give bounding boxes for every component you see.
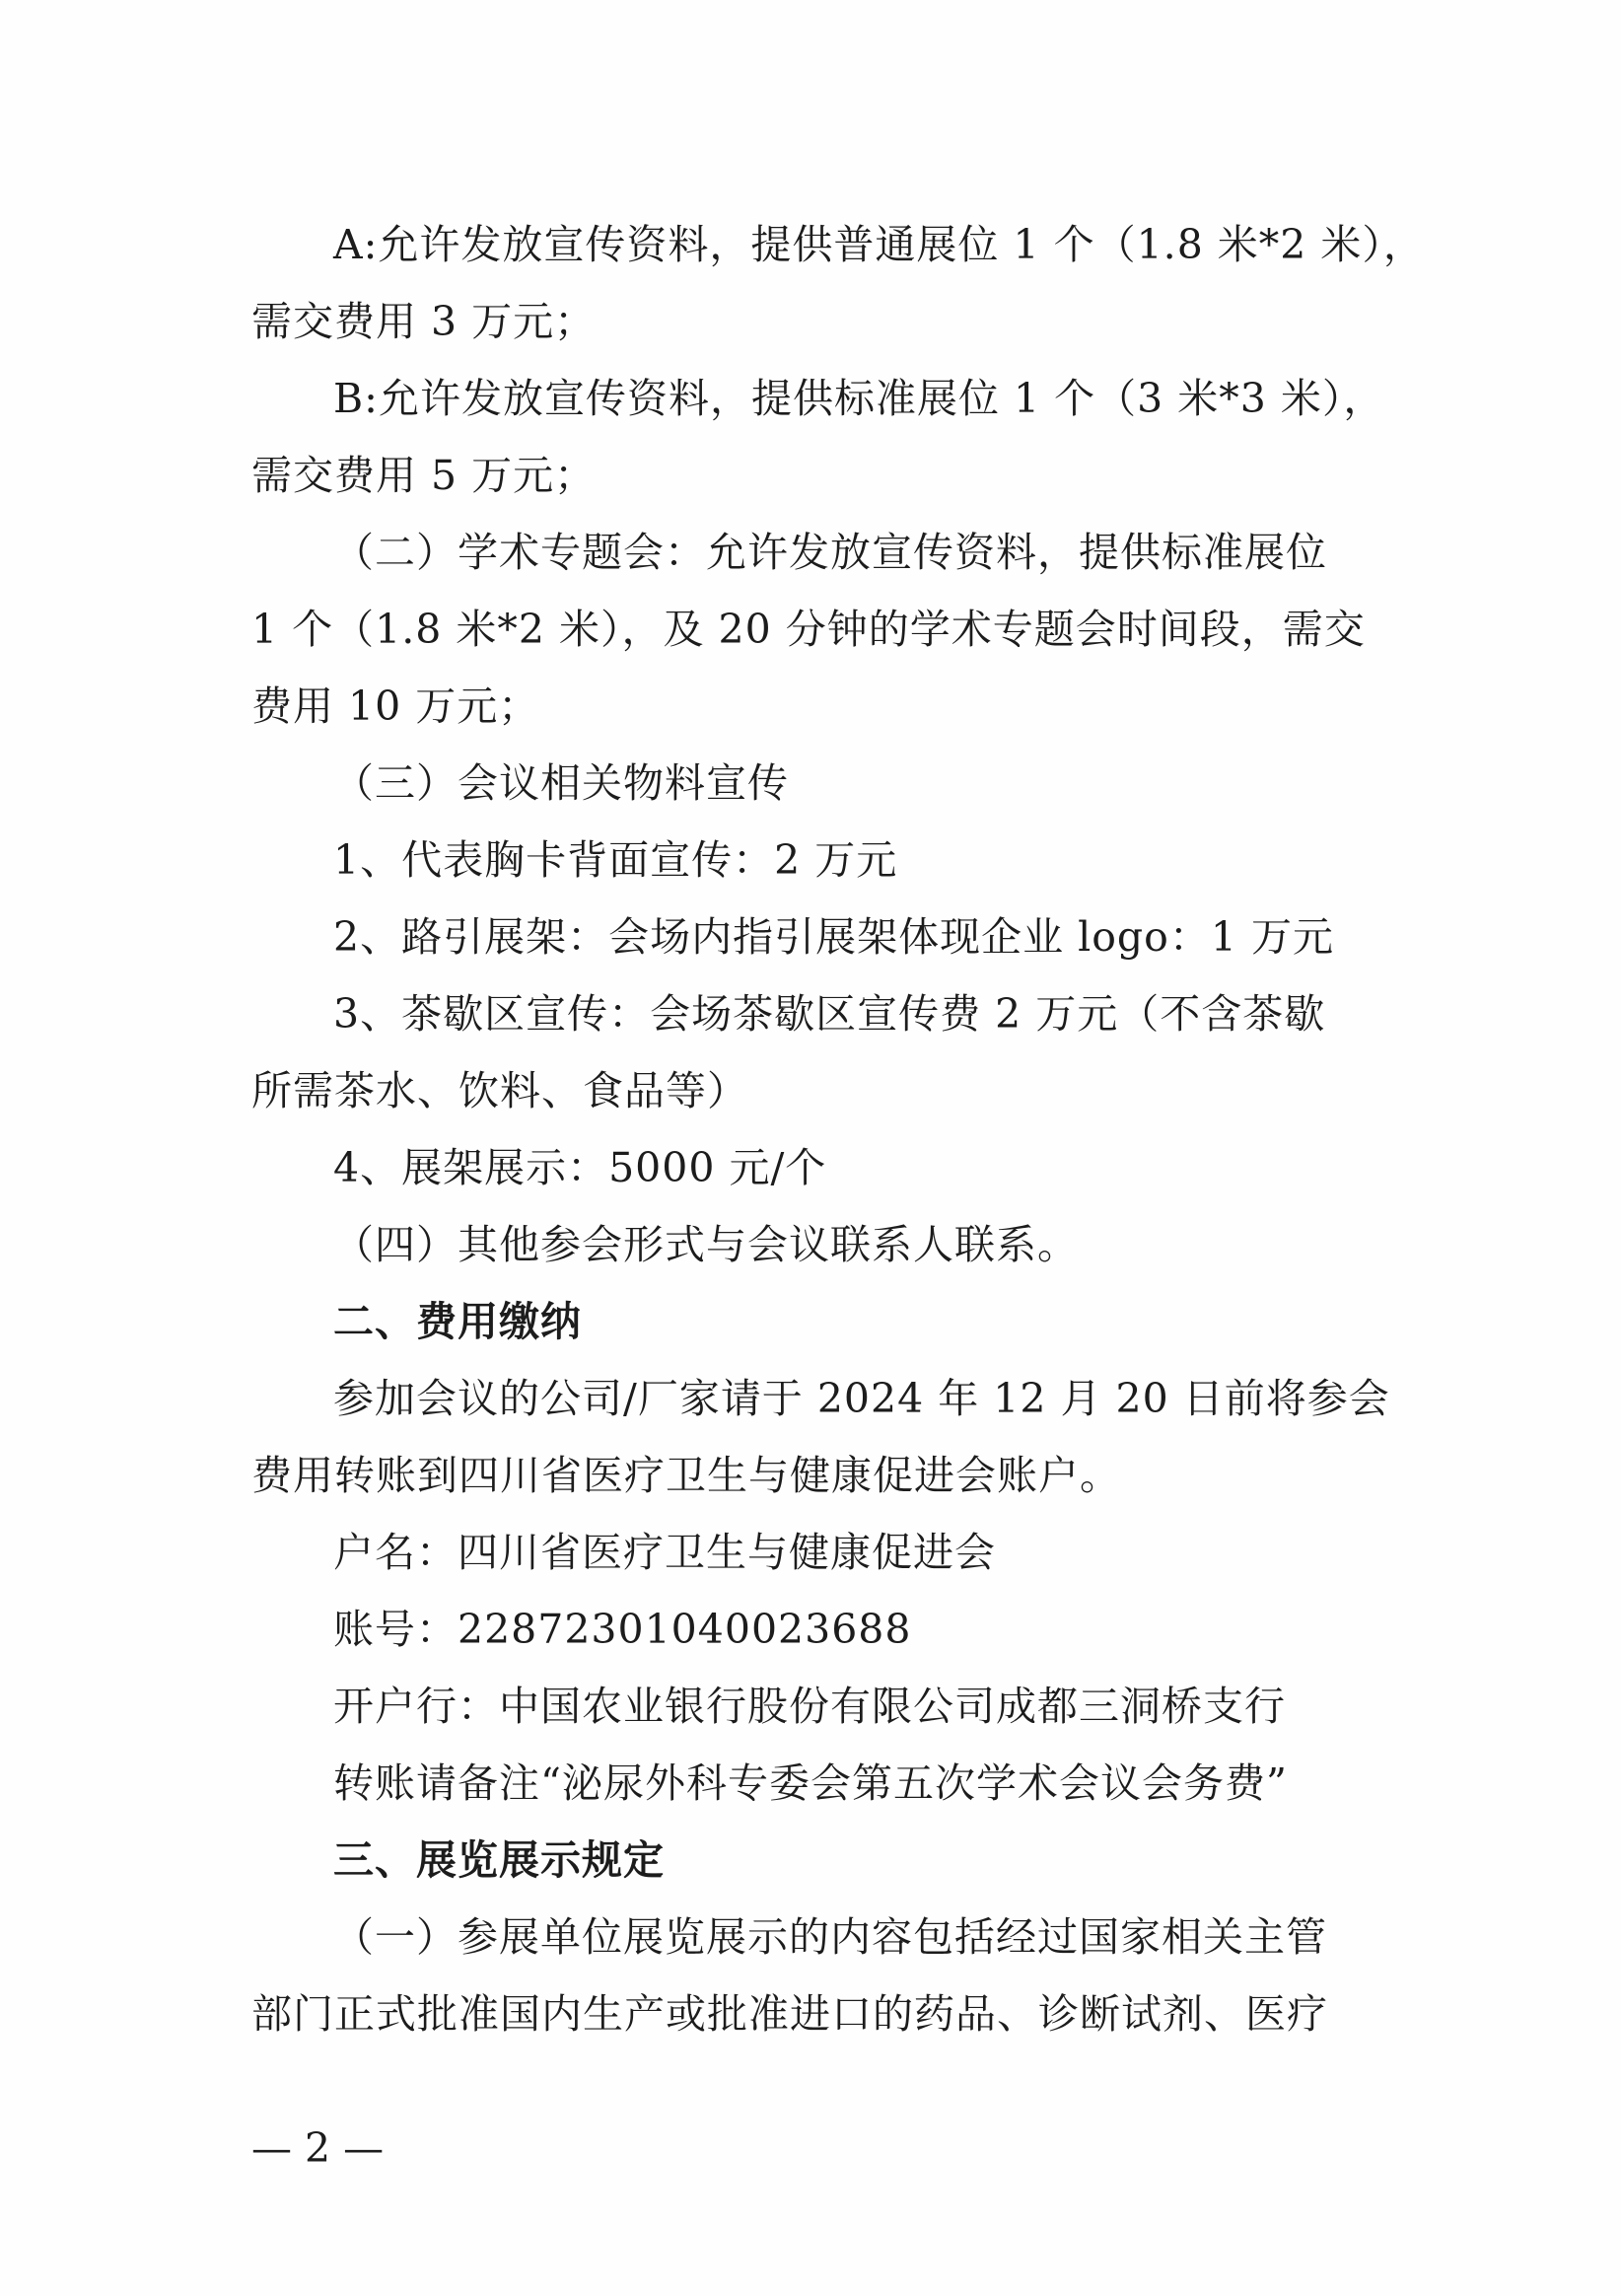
option-a-line-1: A:允许发放宣传资料，提供普通展位 1 个（1.8 米*2 米）， (333, 221, 1425, 268)
fees-line-2: 费用转账到四川省医疗卫生与健康促进会账户。 (251, 1452, 1121, 1499)
section-heading-fees: 二、费用缴纳 (333, 1298, 582, 1345)
exhibition-line-2: 部门正式批准国内生产或批准进口的药品、诊断试剂、医疗 (251, 1990, 1328, 2038)
option-a-line-2: 需交费用 3 万元； (251, 298, 597, 345)
option-b-line-2: 需交费用 5 万元； (251, 452, 597, 499)
other-forms-line: （四）其他参会形式与会议联系人联系。 (333, 1221, 1079, 1268)
materials-item-1: 1、代表胸卡背面宣传：2 万元 (333, 836, 898, 884)
fees-line-1: 参加会议的公司/厂家请于 2024 年 12 月 20 日前将参会 (333, 1375, 1390, 1422)
account-number: 账号：22872301040023688 (333, 1606, 912, 1653)
symposium-line-1: （二）学术专题会：允许发放宣传资料，提供标准展位 (333, 529, 1327, 576)
page-number: — 2 — (251, 2124, 385, 2172)
materials-item-3-line-1: 3、茶歇区宣传：会场茶歇区宣传费 2 万元（不含茶歇 (333, 990, 1326, 1038)
materials-item-2: 2、路引展架：会场内指引展架体现企业 logo：1 万元 (333, 913, 1334, 961)
materials-item-4: 4、展架展示：5000 元/个 (333, 1144, 827, 1191)
bank-name: 开户行：中国农业银行股份有限公司成都三洞桥支行 (333, 1683, 1286, 1730)
materials-item-3-line-2: 所需茶水、饮料、食品等） (251, 1067, 748, 1114)
transfer-remark: 转账请备注“泌尿外科专委会第五次学术会议会务费” (333, 1759, 1288, 1807)
exhibition-line-1: （一）参展单位展览展示的内容包括经过国家相关主管 (333, 1913, 1327, 1961)
account-name: 户名：四川省医疗卫生与健康促进会 (333, 1529, 996, 1576)
option-b-line-1: B:允许发放宣传资料，提供标准展位 1 个（3 米*3 米）， (333, 375, 1385, 422)
symposium-line-3: 费用 10 万元； (251, 682, 540, 730)
section-heading-exhibition: 三、展览展示规定 (333, 1836, 665, 1884)
materials-heading: （三）会议相关物料宣传 (333, 759, 789, 807)
symposium-line-2: 1 个（1.8 米*2 米），及 20 分钟的学术专题会时间段，需交 (251, 606, 1366, 653)
